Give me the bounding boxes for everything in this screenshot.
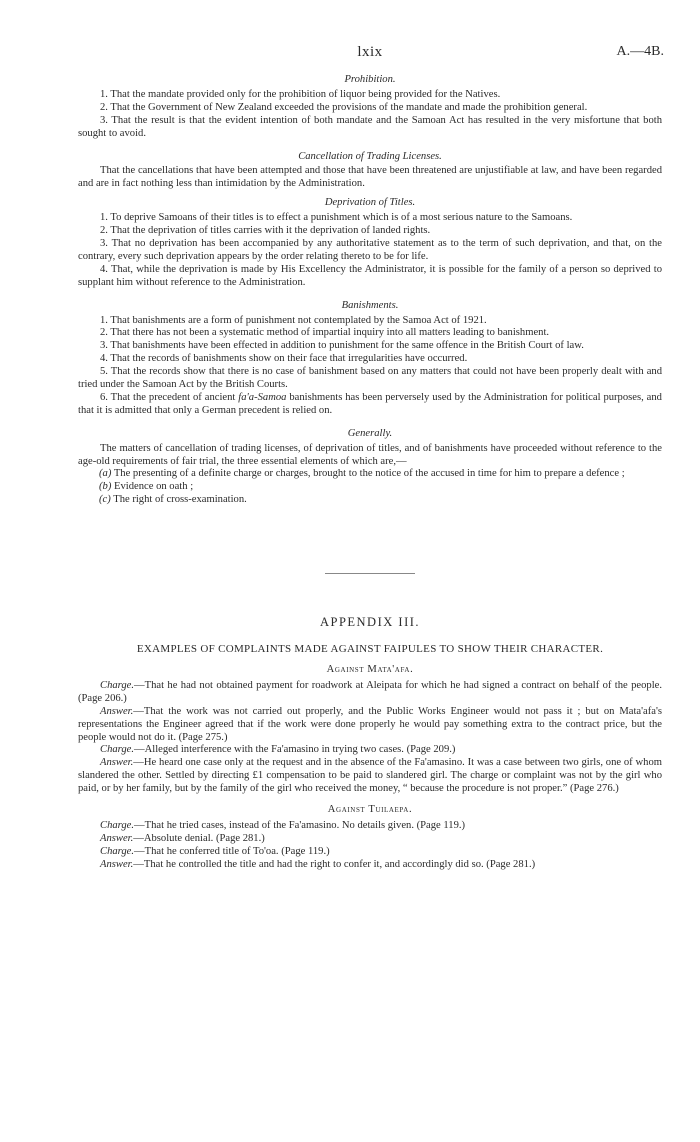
banishments-item: 5. That the records show that there is no case of banishment based on any matters that could not have been properly dealt with and tried under the Samoan Act by the British Courts. — [78, 366, 662, 391]
appendix-title: APPENDIX III. — [319, 615, 421, 630]
complaint-entry — [78, 833, 662, 846]
item-text: The presenting of a definite charge or charges, brought to the notice of the accused in time for him to prepare a defence ; — [111, 468, 625, 480]
entry-text: —He heard one case only at the request and in the absence of the Fa'amasino. It was a case between two girls, one of whom slandered the other. Settled by directing £1 compensation to be paid to slandered girl. The charge or complaint was not by the girl who paid, or by her family, but by the family of the girl who received the money, “ because the procedure is not proper.” (Page 276.) — [78, 757, 662, 795]
entry-text: —That he controlled the title and had the right to confer it, and accordingly did so. (Page 281.) — [133, 858, 536, 870]
complaint-entry — [78, 757, 662, 796]
against-heading: Against Tuilaepa. — [327, 804, 413, 816]
prohibition-item: 3. That the result is that the evident intention of both mandate and the Samoan Act has resulted in the very misfortune that both sought to avoid. — [78, 114, 662, 139]
entry-text: —Alleged interference with the Fa'amasino in trying two cases. (Page 209.) — [134, 744, 456, 756]
complaint-entry — [78, 859, 662, 872]
entry-text: —That he conferred title of To'oa. (Page 119.) — [134, 845, 330, 857]
cancellation-text: That the cancellations that have been attempted and those that have been threatened are unjustifiable at law, and have been regarded and are in fact nothing less than intimidation by the Administration. — [78, 165, 662, 190]
entry-label: Answer. — [100, 705, 134, 717]
deprivation-item: 2. That the deprivation of titles carries with it the deprivation of landed rights. — [100, 225, 431, 237]
deprivation-item: 1. To deprive Samoans of their titles is to effect a punishment which is of a most serious nature to the Samoans. — [100, 212, 573, 224]
prohibition-item: 1. That the mandate provided only for the prohibition of liquor being provided for the Natives. — [100, 88, 501, 100]
banishments-item: 1. That banishments are a form of punishment not contemplated by the Samoa Act of 1921. — [100, 314, 487, 326]
section-heading-prohibition: Prohibition. — [344, 74, 396, 85]
complaint-entry — [78, 706, 662, 745]
entry-label: Answer. — [100, 858, 134, 870]
item-mark: (c) — [99, 494, 111, 506]
complaint-entry — [78, 680, 662, 706]
generally-item — [78, 468, 662, 481]
page-header — [78, 46, 662, 68]
banishments-item-6-text: banishments has been perversely used by the Administration for political purposes, and that it is admitted that only a German precedent is relied on. — [78, 391, 662, 416]
complaint-entry — [78, 820, 662, 833]
section-heading-generally: Generally. — [347, 427, 393, 439]
complaint-entry — [78, 744, 662, 757]
banishments-item-6-term: fa'a-Samoa — [238, 391, 287, 403]
entry-label: Charge. — [100, 819, 135, 831]
deprivation-item: 3. That no deprivation has been accompanied by any authoritative statement as to the term of such deprivation, and that, on the contrary, every such deprivation appears by the order relating thereto to be for life. — [78, 237, 662, 262]
section-heading-banishments: Banishments. — [341, 299, 399, 311]
entry-label: Charge. — [100, 845, 135, 857]
appendix-subtitle: EXAMPLES OF COMPLAINTS MADE AGAINST FAIPULES TO SHOW THEIR CHARACTER. — [136, 643, 604, 656]
generally-item — [78, 481, 662, 494]
banishments-item-6 — [78, 392, 662, 418]
item-mark: (b) — [99, 481, 112, 493]
prohibition-item: 2. That the Government of New Zealand exceeded the provisions of the mandate and made the prohibition general. — [100, 101, 588, 113]
entry-text: —That he had not obtained payment for roadwork at Aleipata for which he had signed a contract on behalf of the people. (Page 206.) — [78, 679, 662, 704]
entry-label: Charge. — [100, 679, 135, 691]
generally-intro: The matters of cancellation of trading licenses, of deprivation of titles, and of banishments have proceeded without reference to the age-old requirements of fair trial, the three essential elements of which are,— — [78, 442, 662, 467]
entry-text: —That he tried cases, instead of the Fa'amasino. No details given. (Page 119.) — [134, 819, 466, 831]
document-reference: A.—4B. — [616, 44, 664, 59]
item-text: Evidence on oath ; — [111, 481, 194, 493]
against-heading: Against Mata'afa. — [326, 664, 414, 675]
deprivation-item: 4. That, while the deprivation is made by His Excellency the Administrator, it is possible for the family of a person so deprived to supplant him without reference to the Administration. — [78, 263, 662, 288]
banishments-item: 4. That the records of banishments show on their face that irregularities have occurred. — [100, 353, 468, 365]
page-number: lxix — [357, 44, 383, 60]
entry-label: Answer. — [100, 832, 134, 844]
entry-text: —That the work was not carried out properly, and the Public Works Engineer would not pass it ; but on Mata'afa's representations the Engineer agreed that if the work were done properly he would pay something extra to the contract price, but the people would not do it. (Page 275.) — [78, 705, 662, 743]
section-divider — [325, 573, 415, 574]
section-heading-cancellation: Cancellation of Trading Licenses. — [298, 150, 442, 162]
item-text: The right of cross-examination. — [110, 494, 247, 506]
banishments-item: 3. That banishments have been effected in addition to punishment for the same offence in the British Court of law. — [100, 340, 584, 352]
entry-text: —Absolute denial. (Page 281.) — [133, 832, 265, 844]
complaint-entry — [78, 846, 662, 859]
entry-label: Charge. — [100, 744, 135, 756]
banishments-item: 2. That there has not been a systematic method of impartial inquiry into all matters leading to banishment. — [100, 327, 550, 339]
document-page — [78, 46, 662, 872]
entry-label: Answer. — [100, 757, 134, 769]
banishments-item-6-text: 6. That the precedent of ancient — [100, 391, 239, 403]
item-mark: (a) — [99, 468, 112, 480]
generally-item — [78, 494, 662, 507]
section-heading-deprivation: Deprivation of Titles. — [324, 197, 416, 209]
